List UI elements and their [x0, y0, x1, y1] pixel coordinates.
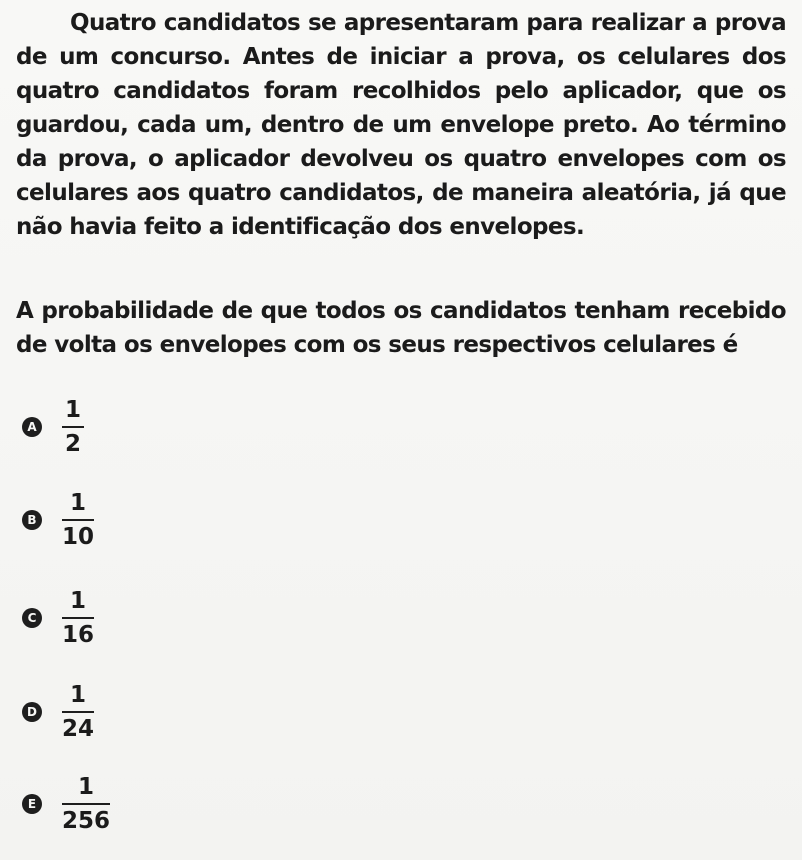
fraction-numerator: 1: [78, 774, 95, 800]
fraction-denominator: 256: [62, 808, 111, 834]
fraction-numerator: 1: [70, 682, 87, 708]
option-fraction: [62, 588, 94, 648]
option-letter-badge: A: [22, 417, 42, 437]
option-letter-badge: C: [22, 608, 42, 628]
fraction-denominator: 16: [62, 622, 95, 648]
fraction-denominator: 2: [64, 431, 81, 457]
option-d[interactable]: [22, 680, 94, 744]
option-a[interactable]: [22, 395, 84, 459]
option-letter-badge: B: [22, 510, 42, 530]
option-letter-badge: D: [22, 702, 42, 722]
fraction-numerator: 1: [64, 397, 81, 423]
option-c[interactable]: [22, 586, 94, 650]
question-prompt: A probabilidade de que todos os candidatos tenham recebido de volta os envelopes com os seus respectivos celulares é: [16, 298, 786, 358]
option-fraction: [62, 397, 84, 457]
option-b[interactable]: [22, 488, 94, 552]
fraction-numerator: 1: [70, 490, 87, 516]
question-text: Quatro candidatos se apresentaram para realizar a prova de um concurso. Antes de iniciar a prova, os celulares dos quatro candidatos foram recolhidos pelo aplicador, que os guardou, cada um, dentro de um envelope preto. Ao término da prova, o aplicador devolveu os quatro envelopes com os celulares aos quatro candidatos, de maneira aleatória, já que não havia feito a identificação dos envelopes.: [16, 10, 786, 240]
fraction-denominator: 24: [62, 716, 95, 742]
fraction-numerator: 1: [70, 588, 87, 614]
option-letter-badge: E: [22, 794, 42, 814]
option-fraction: [62, 490, 94, 550]
option-fraction: [62, 682, 94, 742]
option-fraction: [62, 774, 110, 834]
fraction-denominator: 10: [62, 524, 95, 550]
option-e[interactable]: [22, 772, 110, 836]
